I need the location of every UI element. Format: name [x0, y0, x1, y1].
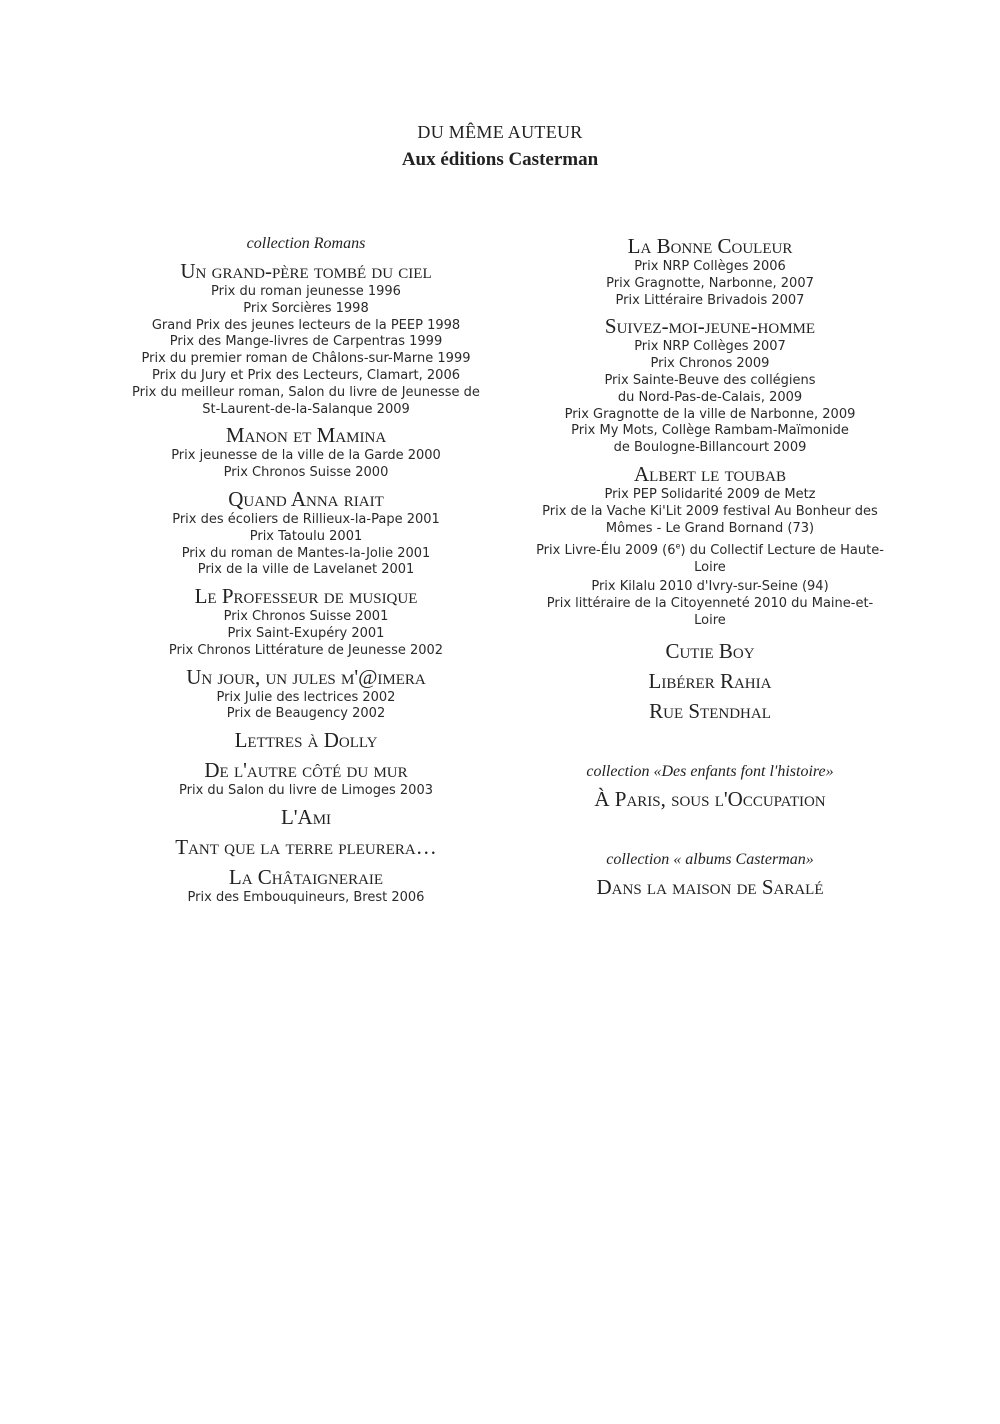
book-title: Tant que la terre pleurera…	[175, 834, 437, 859]
book-title: Lettres à Dolly	[234, 728, 378, 753]
book-title: Manon et Mamina	[225, 423, 387, 448]
prize-line: Loire	[694, 612, 726, 628]
prize-line: Prix des écoliers de Rillieux-la-Pape 2001	[172, 511, 440, 527]
prize-superscript: e	[675, 542, 681, 552]
prize-line: Prix Chronos Suisse 2001	[223, 609, 389, 625]
right-column	[522, 234, 898, 900]
prize-line: Prix Gragnotte de la ville de Narbonne, 2009	[564, 406, 856, 422]
prize-line: Prix de la Vache Ki'Lit 2009 festival Au Bonheur des	[542, 503, 878, 519]
right-book-list	[522, 234, 898, 537]
collection-label: collection «Des enfants font l'histoire»	[586, 763, 834, 781]
prize-line: Prix Chronos Littérature de Jeunesse 2002	[168, 642, 444, 658]
header-line-2: Aux éditions Casterman	[401, 149, 599, 170]
book-title: De l'autre côté du mur	[204, 758, 408, 783]
prize-line: Prix PEP Solidarité 2009 de Metz	[604, 486, 816, 502]
book-title: Libérer Rahia	[648, 669, 772, 694]
prize-line: Loire	[694, 560, 726, 576]
book-title: Quand Anna riait	[228, 486, 384, 511]
prize-line: Prix jeunesse de la ville de la Garde 2000	[171, 448, 441, 464]
prize-line: Prix du premier roman de Châlons-sur-Marne 1999	[141, 351, 471, 367]
book-title: La Bonne Couleur	[627, 234, 793, 258]
collection-label: collection « albums Casterman»	[606, 851, 814, 869]
book-title: À Paris, sous l'Occupation	[594, 787, 826, 812]
prize-line: Prix Chronos Suisse 2000	[223, 465, 389, 481]
prize-line: Prix Chronos 2009	[650, 356, 770, 372]
prize-line	[522, 543, 898, 560]
book-title: Rue Stendhal	[649, 699, 771, 724]
prize-line: Prix Saint-Exupéry 2001	[227, 625, 385, 641]
prize-text: Prix Livre-Élu 2009 (6	[536, 543, 676, 559]
prize-line: Prix du Salon du livre de Limoges 2003	[179, 783, 433, 799]
prize-line: Prix du roman jeunesse 1996	[211, 284, 401, 299]
prize-line: Prix du Jury et Prix des Lecteurs, Clamart, 2006	[152, 367, 460, 383]
prize-line: Prix Tatoulu 2001	[249, 528, 363, 544]
prize-line: Prix des Mange-livres de Carpentras 1999	[169, 334, 443, 350]
book-title: Albert le toubab	[634, 461, 786, 486]
collection-label: collection Romans	[246, 235, 366, 252]
prize-line: Prix Littéraire Brivadois 2007	[615, 292, 805, 308]
header-line-1: DU MÊME AUTEUR	[417, 122, 583, 142]
book-title: La Châtaigneraie	[228, 864, 384, 889]
prize-line: Prix Sainte-Beuve des collégiens	[604, 372, 816, 388]
left-column	[118, 234, 494, 907]
book-title: Dans la maison de Saralé	[596, 875, 824, 900]
prize-line: de Boulogne-Billancourt 2009	[613, 440, 807, 456]
prize-line: St-Laurent-de-la-Salanque 2009	[202, 401, 410, 417]
prize-line: du Nord-Pas-de-Calais, 2009	[617, 389, 803, 405]
prize-line: Prix de la ville de Lavelanet 2001	[197, 562, 415, 578]
prize-line: Grand Prix des jeunes lecteurs de la PEEP 1998	[151, 317, 461, 333]
book-title: Le Professeur de musique	[194, 584, 418, 609]
left-book-list	[118, 259, 494, 907]
book-title: Un jour, un jules m'@imera	[186, 664, 426, 689]
book-title: Suivez-moi-jeune-homme	[604, 314, 816, 339]
prize-line: Prix NRP Collèges 2006	[634, 259, 786, 274]
prize-line: Prix de Beaugency 2002	[226, 706, 386, 722]
prize-line: Prix littéraire de la Citoyenneté 2010 du Maine-et-	[546, 595, 874, 611]
prize-line: Prix Gragnotte, Narbonne, 2007	[606, 275, 814, 291]
prize-line: Prix Kilalu 2010 d'Ivry-sur-Seine (94)	[591, 578, 829, 594]
prize-line: Prix My Mots, Collège Rambam-Maïmonide	[571, 423, 849, 439]
prize-line: Prix NRP Collèges 2007	[634, 339, 786, 355]
book-title: L'Ami	[280, 804, 332, 829]
prize-text: ) du Collectif Lecture de Haute-	[680, 543, 884, 559]
prize-line: Prix des Embouquineurs, Brest 2006	[187, 889, 425, 905]
prize-line: Prix Julie des lectrices 2002	[216, 689, 396, 705]
prize-line: Prix du meilleur roman, Salon du livre de Jeunesse de	[132, 384, 480, 400]
book-title: Un grand-père tombé du ciel	[180, 259, 432, 283]
prize-line: Prix du roman de Mantes-la-Jolie 2001	[181, 545, 431, 561]
prize-line: Prix Sorcières 1998	[243, 300, 369, 316]
book-title: Cutie Boy	[665, 639, 755, 664]
prize-line: Mômes - Le Grand Bornand (73)	[605, 520, 815, 536]
